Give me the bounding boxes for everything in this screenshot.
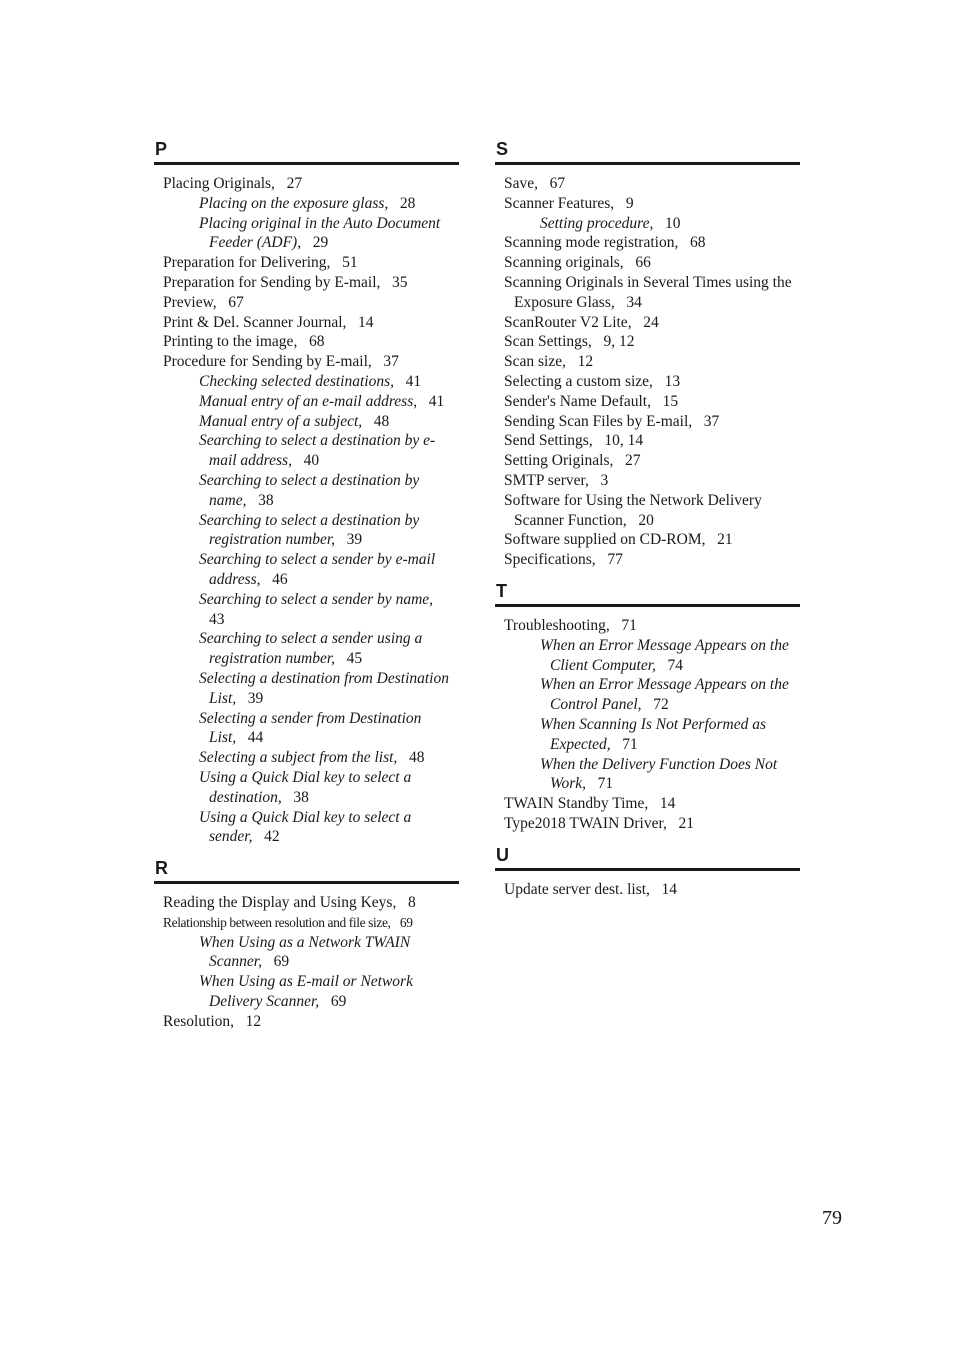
entry-page-ref: 28 [399, 194, 416, 212]
entry-page-ref: 69 [330, 993, 347, 1011]
entry-page-ref: 67 [549, 175, 566, 192]
entry-page-ref: 74 [667, 656, 684, 674]
entry-term: Selecting a custom size, [504, 372, 653, 390]
index-subentry [154, 431, 459, 471]
index-entry [495, 530, 800, 550]
index-subentry [154, 194, 459, 214]
entry-term: When Scanning Is Not Performed as Expected, [540, 715, 767, 753]
entry-page-ref: 69 [399, 914, 413, 930]
entry-term: Manual entry of an e-mail address, [199, 392, 418, 410]
index-entry [154, 174, 459, 194]
entry-term: Type2018 TWAIN Driver, [504, 814, 667, 832]
entry-page-ref: 71 [597, 775, 614, 793]
index-entry [495, 412, 800, 432]
entry-term: Scanner Features, [504, 194, 615, 212]
entry-term: Selecting a destination from Destination List, [199, 669, 449, 707]
index-entry [495, 273, 800, 313]
entry-term: Software for Using the Network Delivery Scanner Function, [504, 491, 762, 529]
entry-term: Update server dest. list, [504, 880, 650, 898]
index-subentry [495, 715, 800, 755]
index-section-t [495, 580, 800, 844]
entry-term: Selecting a subject from the list, [199, 749, 398, 767]
entry-term: Placing Originals, [163, 175, 275, 192]
entry-page-ref: 38 [293, 788, 309, 806]
index-entry [495, 233, 800, 253]
entry-term: Manual entry of a subject, [199, 412, 363, 430]
entry-page-ref: 10, 14 [604, 432, 644, 450]
entry-page-ref: 44 [247, 729, 264, 747]
entry-page-ref: 14 [358, 313, 374, 331]
index-entry [495, 794, 800, 814]
index-entry [154, 352, 459, 372]
index-subentry [154, 550, 459, 590]
index-subentry [495, 675, 800, 715]
entry-term: Scan size, [504, 353, 566, 371]
entry-term: Scan Settings, [504, 333, 592, 351]
index-entry [495, 616, 800, 636]
index-subentry [154, 511, 459, 551]
entry-term: Selecting a sender from Destination List, [199, 709, 422, 747]
entry-page-ref: 37 [703, 412, 720, 430]
index-entries [495, 165, 800, 580]
entry-term: Relationship between resolution and file size, [163, 914, 391, 930]
entry-page-ref: 15 [662, 392, 679, 410]
entry-page-ref: 40 [303, 452, 320, 470]
section-letter: U [495, 844, 800, 871]
entry-page-ref: 67 [228, 293, 244, 311]
entry-page-ref: 68 [308, 333, 325, 351]
entry-page-ref: 77 [607, 551, 623, 569]
entry-page-ref: 27 [286, 175, 303, 192]
entry-page-ref: 48 [408, 749, 425, 767]
entry-term: When Using as a Network TWAIN Scanner, [199, 933, 411, 971]
entry-page-ref: 39 [247, 689, 264, 707]
entry-term: Print & Del. Scanner Journal, [163, 313, 347, 331]
index-subentry [154, 590, 459, 630]
index-entry [495, 392, 800, 412]
entry-term: Setting Originals, [504, 452, 614, 470]
index-entry [154, 332, 459, 352]
index-entry [154, 293, 459, 313]
index-subentry [495, 636, 800, 676]
entry-page-ref: 12 [245, 1012, 262, 1030]
entry-term: Using a Quick Dial key to select a destination, [199, 768, 412, 806]
entry-page-ref: 3 [600, 471, 609, 489]
index-entry [495, 431, 800, 451]
index-entry [154, 273, 459, 293]
index-entry [495, 491, 800, 531]
entry-page-ref: 68 [689, 234, 706, 252]
entry-page-ref: 66 [635, 254, 651, 272]
entry-term: Specifications, [504, 551, 596, 569]
section-letter: S [495, 138, 800, 165]
index-entry [495, 332, 800, 352]
entry-page-ref: 71 [622, 735, 638, 753]
entry-page-ref: 51 [342, 254, 358, 272]
index-entry [495, 814, 800, 834]
entry-term: Sender's Name Default, [504, 392, 651, 410]
entry-page-ref: 14 [661, 880, 678, 898]
entry-page-ref: 10 [664, 214, 681, 232]
entry-page-ref: 48 [373, 412, 390, 430]
entry-term: Searching to select a destination by e-mail address, [199, 432, 436, 470]
entry-term: When the Delivery Function Does Not Work, [540, 755, 778, 793]
index-subentry [154, 808, 459, 848]
index-entries [495, 607, 800, 844]
entry-page-ref: 69 [273, 953, 290, 971]
entry-term: Preview, [163, 293, 217, 311]
index-section-r [154, 857, 459, 1042]
entry-page-ref: 42 [264, 828, 280, 846]
entry-term: Scanning originals, [504, 254, 624, 272]
index-entry [495, 253, 800, 273]
entry-term: Setting procedure, [540, 214, 654, 232]
entry-term: Checking selected destinations, [199, 372, 394, 390]
index-subentry [154, 392, 459, 412]
entry-term: Preparation for Sending by E-mail, [163, 273, 381, 291]
entry-term: Save, [504, 175, 539, 192]
entry-page-ref: 24 [643, 313, 659, 331]
entry-page-ref: 45 [346, 650, 363, 668]
entry-page-ref: 41 [405, 372, 422, 390]
index-subentry [154, 933, 459, 973]
index-entry [154, 313, 459, 333]
entry-term: Searching to select a sender using a registration number, [199, 630, 423, 668]
entry-page-ref: 41 [428, 392, 445, 410]
entry-term: Reading the Display and Using Keys, [163, 894, 397, 912]
index-section-u [495, 844, 800, 910]
index-subentry [154, 709, 459, 749]
entry-term: Placing original in the Auto Document Feeder (ADF), [199, 214, 441, 252]
entry-page-ref: 27 [624, 452, 641, 470]
index-section-s [495, 138, 800, 580]
index-entry [495, 313, 800, 333]
entry-term: Send Settings, [504, 432, 593, 450]
entry-term: Troubleshooting, [504, 616, 610, 634]
section-letter: T [495, 580, 800, 607]
page-number: 79 [822, 1207, 842, 1229]
entry-term: When an Error Message Appears on the Client Computer, [540, 636, 789, 674]
index-subentry [154, 972, 459, 1012]
entry-term: Printing to the image, [163, 333, 298, 351]
index-entry [154, 1012, 459, 1032]
entry-term: ScanRouter V2 Lite, [504, 313, 632, 331]
entry-page-ref: 12 [577, 353, 594, 371]
index-column-right [495, 138, 800, 910]
index-subentry [154, 412, 459, 432]
entry-term: Preparation for Delivering, [163, 254, 331, 272]
index-subentry [495, 214, 800, 234]
entry-term: Scanning mode registration, [504, 234, 679, 252]
index-entry [495, 880, 800, 900]
entry-page-ref: 13 [664, 372, 681, 390]
index-entry [495, 451, 800, 471]
entry-page-ref: 39 [346, 531, 363, 549]
entry-term: Software supplied on CD-ROM, [504, 531, 706, 549]
index-subentry [154, 669, 459, 709]
entry-term: When an Error Message Appears on the Control Panel, [540, 676, 789, 714]
entry-term: When Using as E-mail or Network Delivery Scanner, [199, 973, 413, 1011]
entry-term: SMTP server, [504, 471, 589, 489]
entry-term: Searching to select a sender by e-mail address, [199, 551, 436, 588]
index-column-left [154, 138, 459, 1042]
entry-page-ref: 21 [717, 531, 733, 549]
section-letter: P [154, 138, 459, 165]
index-subentry [154, 372, 459, 392]
index-entries [154, 165, 459, 857]
entry-term: Sending Scan Files by E-mail, [504, 412, 693, 430]
index-entry [154, 913, 459, 933]
entry-term: Using a Quick Dial key to select a sender, [199, 808, 412, 846]
entry-page-ref: 43 [209, 610, 225, 628]
entry-term: TWAIN Standby Time, [504, 795, 649, 813]
entry-page-ref: 38 [258, 491, 274, 509]
entry-page-ref: 72 [653, 696, 669, 714]
index-entry [495, 194, 800, 214]
index-entry [154, 893, 459, 913]
entry-page-ref: 34 [626, 293, 642, 311]
index-subentry [154, 629, 459, 669]
entry-page-ref: 37 [383, 353, 399, 371]
entry-term: Resolution, [163, 1012, 235, 1030]
entry-term: Procedure for Sending by E-mail, [163, 353, 372, 371]
entry-term: Searching to select a destination by name, [199, 471, 420, 509]
entry-term: Placing on the exposure glass, [199, 194, 389, 212]
index-entries [154, 884, 459, 1042]
index-subentry [154, 214, 459, 254]
entry-page-ref: 71 [621, 616, 637, 634]
index-section-p [154, 138, 459, 857]
section-letter: R [154, 857, 459, 884]
index-subentry [154, 768, 459, 808]
index-subentry [495, 755, 800, 795]
index-entry [495, 471, 800, 491]
index-entry [495, 550, 800, 570]
index-entry [495, 352, 800, 372]
index-entry [154, 253, 459, 273]
entry-page-ref: 20 [638, 511, 654, 529]
entry-page-ref: 46 [272, 570, 288, 588]
index-entry [495, 372, 800, 392]
entry-page-ref: 29 [312, 234, 329, 252]
index-subentry [154, 471, 459, 511]
entry-page-ref: 9, 12 [603, 333, 635, 351]
entry-page-ref: 9 [625, 194, 634, 212]
entry-page-ref: 21 [678, 814, 694, 832]
index-entries [495, 871, 800, 910]
entry-page-ref: 8 [407, 894, 416, 912]
entry-page-ref: 14 [659, 795, 676, 813]
entry-term: Searching to select a sender by name, [199, 590, 434, 608]
entry-page-ref: 35 [392, 273, 408, 291]
index-subentry [154, 748, 459, 768]
entry-term: Scanning Originals in Several Times using the Exposure Glass, [504, 273, 792, 311]
index-entry [495, 174, 800, 194]
entry-term: Searching to select a destination by registration number, [199, 511, 420, 549]
